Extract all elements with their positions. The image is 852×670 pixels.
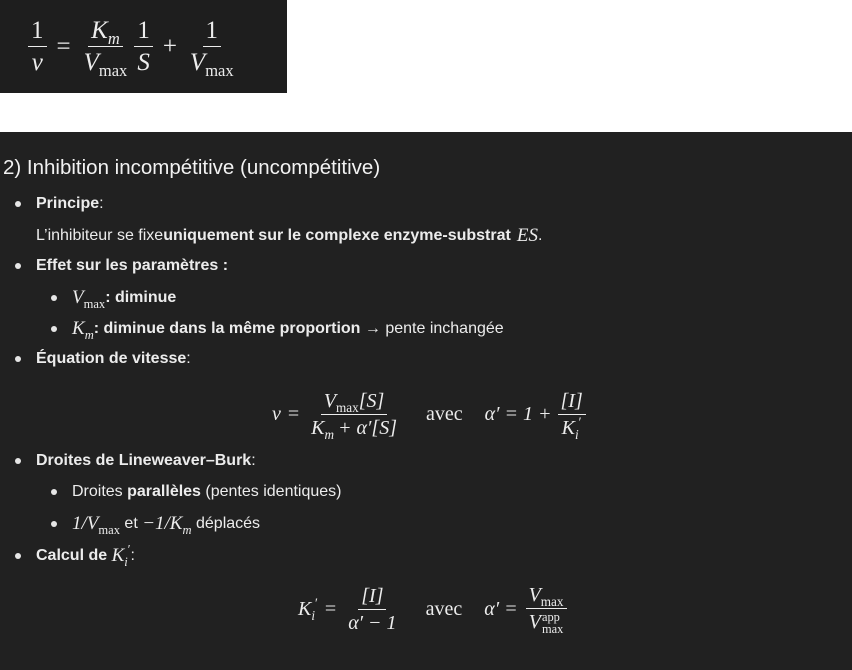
right-arrow-icon: → <box>360 320 386 337</box>
ki-fraction <box>345 585 399 634</box>
droites-label: Droites de Lineweaver–Burk <box>36 452 252 469</box>
km-effect-text: : diminue dans la même proportion <box>93 320 361 337</box>
frac-denominator: $K_m + \alpha'[S]$ <box>311 417 397 442</box>
vmax-effect-text: : diminue <box>105 289 177 306</box>
calcul-label: Calcul de <box>36 547 112 564</box>
vmax-subscript: max <box>98 61 128 80</box>
equation-label: Équation de vitesse <box>36 350 187 367</box>
frac-numerator: [I] <box>558 390 586 415</box>
bullet-icon <box>51 489 57 495</box>
frac-denominator: $K_i'$ <box>561 414 582 442</box>
lineweaver-burk-equation <box>26 16 239 80</box>
bullet-icon <box>15 356 21 362</box>
calcul-colon: : <box>130 547 135 564</box>
velocity-fraction <box>308 390 400 442</box>
et-word: et <box>119 515 143 532</box>
frac-numerator: $V_{max}[S]$ <box>321 390 388 415</box>
content-panel <box>0 132 852 670</box>
principe-text: L’inhibiteur se fixe <box>36 227 164 244</box>
vmax-symbol: V <box>83 49 99 76</box>
bullet-icon <box>15 553 21 559</box>
frac-numerator <box>88 17 123 48</box>
bullet-icon <box>15 263 21 269</box>
frac-numerator: 1 <box>203 17 222 48</box>
equals-sign: = <box>56 32 71 60</box>
parallel-bold-text: parallèles <box>127 483 201 500</box>
droites-text: Droites <box>72 483 128 500</box>
principe-bold-text: uniquement sur le complexe enzyme-substrat <box>163 227 511 244</box>
effet-label: Effet sur les paramètres : <box>36 257 229 274</box>
ki-equation <box>298 584 569 636</box>
frac-numerator: [I] <box>358 585 386 610</box>
droites-shift-item <box>51 513 260 535</box>
frac-numerator: 1 <box>134 17 153 48</box>
vmax-symbol: V <box>189 49 206 76</box>
ki-prime-lhs: $K_i'$ <box>298 595 318 624</box>
principe-period: . <box>537 227 543 244</box>
one-over-s <box>134 17 153 77</box>
bullet-icon <box>51 326 57 332</box>
frac-denominator: S <box>137 49 150 76</box>
droites-rest-text: (pentes identiques) <box>200 483 342 500</box>
vmax-symbol: $V_{max}$ <box>72 287 106 311</box>
deplaces-text: déplacés <box>191 515 261 532</box>
effet-km-item <box>51 318 504 340</box>
principe-description <box>36 225 542 247</box>
droites-parallel-item <box>51 483 341 501</box>
km-symbol: K <box>91 16 108 44</box>
droites-item <box>15 452 256 470</box>
calcul-item <box>15 542 135 569</box>
bullet-icon <box>15 201 21 207</box>
one-over-v <box>28 17 47 77</box>
es-symbol: ES <box>516 225 538 246</box>
frac-denominator: α′ − 1 <box>348 612 397 635</box>
droites-colon: : <box>251 452 256 469</box>
bullet-icon <box>15 458 21 464</box>
km-over-vmax <box>81 16 131 80</box>
section-heading: 2) Inhibition incompétitive (uncompétitive) <box>3 156 381 179</box>
equals-sign: = <box>287 403 300 425</box>
ki-prime-symbol: $K_i'$ <box>111 542 131 569</box>
equals-sign: = <box>324 598 337 621</box>
principe-item <box>15 195 104 213</box>
principe-colon: : <box>99 195 104 212</box>
avec-word: avec <box>425 598 463 621</box>
km-subscript: m <box>107 28 120 48</box>
plus-sign: + <box>162 32 177 60</box>
frac-numerator: $V_{max}$ <box>526 584 567 609</box>
inverse-vmax: $1/V_{max}$ <box>72 513 120 537</box>
bullet-icon <box>51 295 57 301</box>
bullet-icon <box>51 521 57 527</box>
frac-denominator <box>81 47 131 80</box>
vmax-ratio-fraction <box>526 584 567 636</box>
equation-colon: : <box>186 350 191 367</box>
frac-denominator: v <box>31 49 43 76</box>
alpha-prime-expression: α′ = <box>484 598 518 621</box>
alpha-prime-expression: α′ = 1 + <box>484 403 552 425</box>
frac-denominator <box>187 47 237 80</box>
km-effect-rest: pente inchangée <box>385 320 504 337</box>
velocity-equation <box>272 390 588 442</box>
equation-item <box>15 350 191 368</box>
neg-inverse-km: $-1/K_m$ <box>142 513 192 537</box>
top-equation-box <box>0 0 287 93</box>
principe-label: Principe <box>36 195 100 212</box>
v-symbol: v <box>272 403 281 425</box>
effet-vmax-item <box>51 287 176 309</box>
frac-denominator: V app max <box>528 610 564 637</box>
effet-item <box>15 257 228 275</box>
frac-numerator: 1 <box>28 17 47 48</box>
avec-word: avec <box>425 403 463 425</box>
inhibitor-fraction <box>558 390 586 442</box>
vmax-subscript: max <box>205 61 234 80</box>
km-symbol: $K_m$ <box>72 318 94 342</box>
one-over-vmax <box>187 16 237 80</box>
